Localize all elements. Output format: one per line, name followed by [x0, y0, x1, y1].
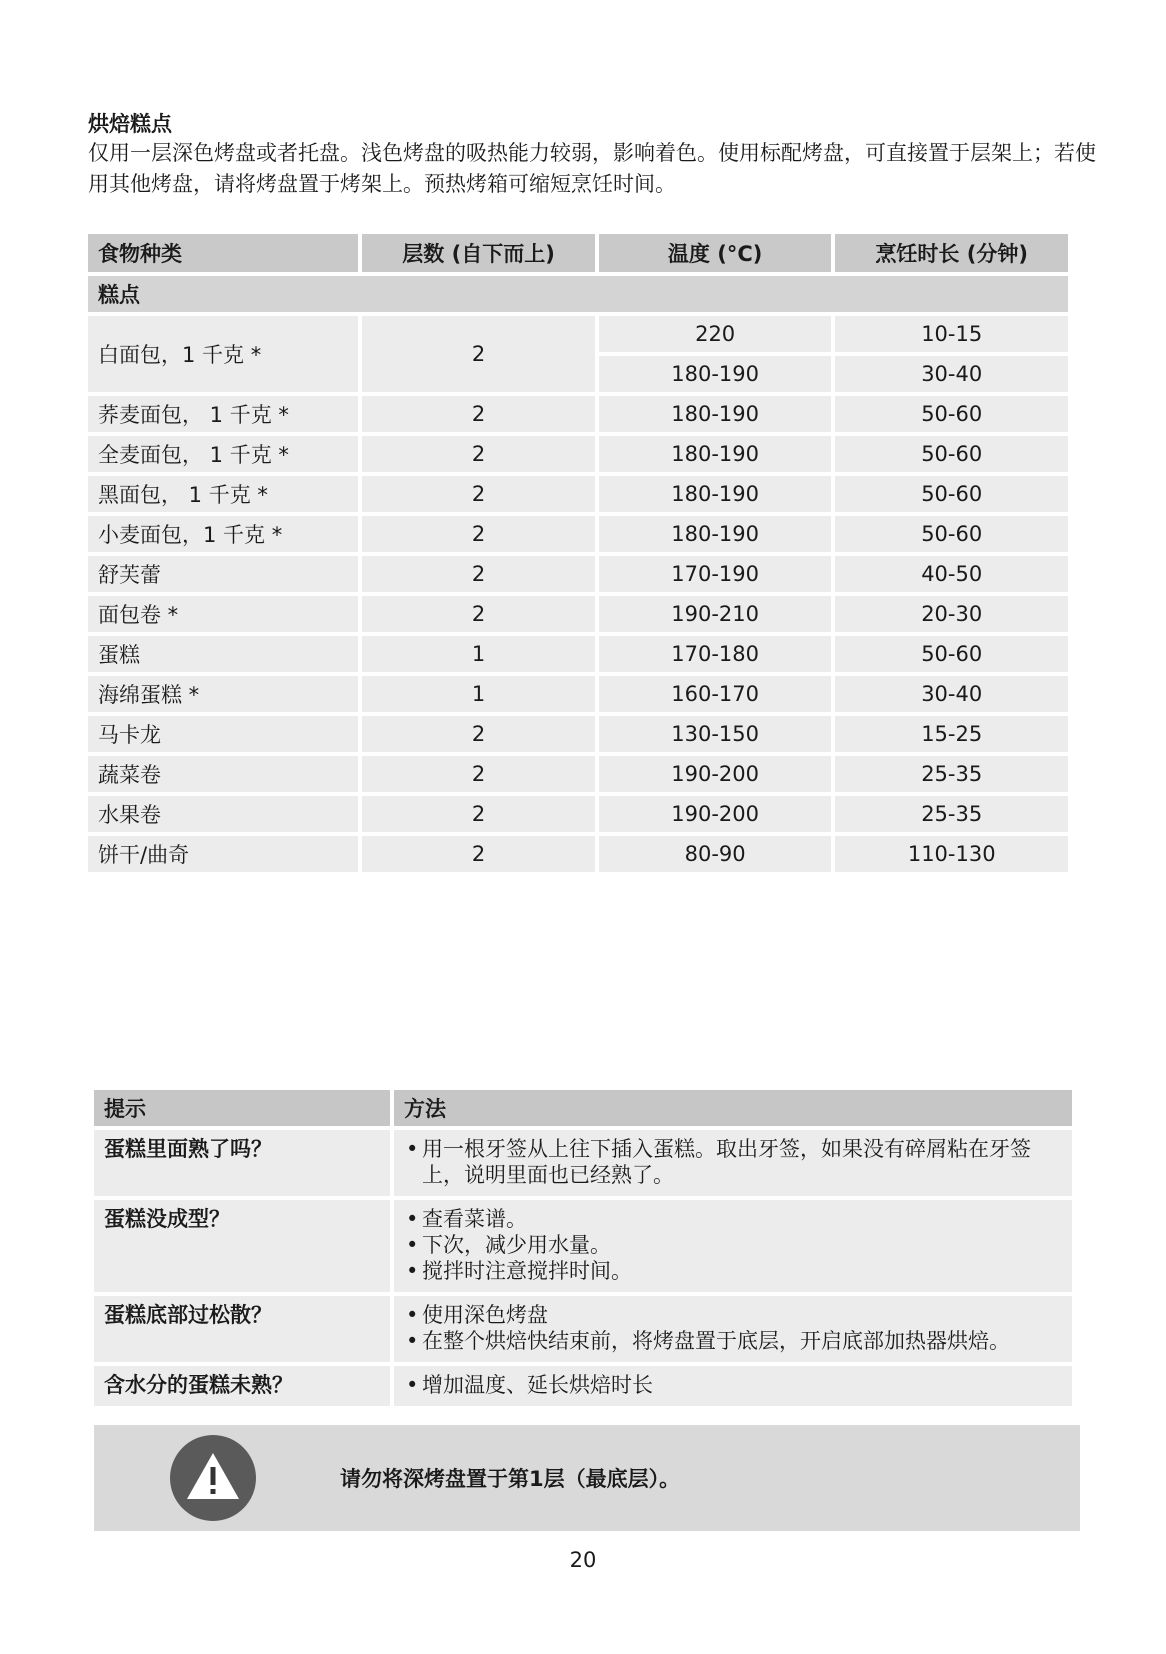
- method-cell: [394, 1200, 1072, 1292]
- level-cell: 1: [362, 636, 595, 672]
- food-cell: 面包卷 *: [88, 596, 358, 632]
- food-cell: 蛋糕: [88, 636, 358, 672]
- level-cell: 1: [362, 676, 595, 712]
- food-cell: 小麦面包，1 千克 *: [88, 516, 358, 552]
- table-row: [88, 756, 1068, 792]
- category-label: 糕点: [88, 276, 1068, 312]
- temp-cell: 170-180: [599, 636, 832, 672]
- section-title: 烘焙糕点: [88, 112, 172, 136]
- method-cell: [394, 1130, 1072, 1196]
- time-cell: 30-40: [835, 676, 1068, 712]
- temp-cell: 80-90: [599, 836, 832, 872]
- header-tip: 提示: [94, 1090, 390, 1126]
- temp-cell: 190-200: [599, 796, 832, 832]
- level-cell: 2: [362, 836, 595, 872]
- time-cell: 20-30: [835, 596, 1068, 632]
- time-cell: 40-50: [835, 556, 1068, 592]
- time-cell: 50-60: [835, 516, 1068, 552]
- food-cell: 饼干/曲奇: [88, 836, 358, 872]
- level-cell: 2: [362, 396, 595, 432]
- method-list: [404, 1372, 1062, 1398]
- warning-text: 请勿将深烤盘置于第1层（最底层）。: [340, 1467, 681, 1491]
- baking-table-header: [88, 234, 1068, 272]
- temp-cell: 190-200: [599, 756, 832, 792]
- table-row: [88, 556, 1068, 592]
- header-food: 食物种类: [88, 234, 358, 272]
- table-row: [88, 476, 1068, 512]
- method-item: • 在整个烘焙快结束前，将烤盘置于底层，开启底部加热器烘焙。: [404, 1328, 1062, 1354]
- temp-cell: 180-190: [599, 436, 832, 472]
- time-cell: 50-60: [835, 636, 1068, 672]
- time-cell: 110-130: [835, 836, 1068, 872]
- level-cell: 2: [362, 436, 595, 472]
- temp-cell: 180-190: [599, 476, 832, 512]
- header-method: 方法: [394, 1090, 1072, 1126]
- time-cell: 10-15: [835, 316, 1068, 352]
- intro-paragraph: 仅用一层深色烤盘或者托盘。浅色烤盘的吸热能力较弱，影响着色。使用标配烤盘，可直接置于层架上；若使用其他烤盘，请将烤盘置于烤架上。预热烤箱可缩短烹饪时间。: [88, 141, 1096, 196]
- table-row: [88, 396, 1068, 432]
- food-cell: 水果卷: [88, 796, 358, 832]
- tip-cell: 蛋糕没成型？: [94, 1200, 390, 1292]
- tips-table-header: [94, 1090, 1072, 1126]
- temp-cell: 130-150: [599, 716, 832, 752]
- temp-cell: 180-190: [599, 396, 832, 432]
- level-cell: 2: [362, 316, 595, 392]
- tips-row: [94, 1130, 1072, 1196]
- level-cell: 2: [362, 796, 595, 832]
- table-row: [88, 796, 1068, 832]
- tip-cell: 蛋糕底部过松散？: [94, 1296, 390, 1362]
- table-row: [88, 676, 1068, 712]
- level-cell: 2: [362, 756, 595, 792]
- method-list: [404, 1136, 1062, 1188]
- temp-cell: 170-190: [599, 556, 832, 592]
- temp-cell: 160-170: [599, 676, 832, 712]
- method-cell: [394, 1296, 1072, 1362]
- time-cell: 50-60: [835, 436, 1068, 472]
- time-cell: 25-35: [835, 796, 1068, 832]
- method-cell: [394, 1366, 1072, 1406]
- method-item: • 下次，减少用水量。: [404, 1232, 1062, 1258]
- food-cell: 海绵蛋糕 *: [88, 676, 358, 712]
- table-row: [88, 596, 1068, 632]
- tips-row: [94, 1366, 1072, 1406]
- table-row: [88, 836, 1068, 872]
- table-row: [88, 636, 1068, 672]
- table-row: [88, 436, 1068, 472]
- method-item: • 增加温度、延长烘焙时长: [404, 1372, 1062, 1398]
- food-cell: 黑面包， 1 千克 *: [88, 476, 358, 512]
- food-cell: 蔬菜卷: [88, 756, 358, 792]
- header-temperature: 温度 (°C): [599, 234, 832, 272]
- time-cell: 50-60: [835, 476, 1068, 512]
- page-number: 20: [569, 1548, 597, 1572]
- tip-cell: 蛋糕里面熟了吗？: [94, 1130, 390, 1196]
- level-cell: 2: [362, 516, 595, 552]
- category-row: [88, 276, 1068, 312]
- level-cell: 2: [362, 596, 595, 632]
- warning-box: [94, 1425, 1080, 1531]
- food-cell: 白面包，1 千克 *: [88, 316, 358, 392]
- table-row: [88, 316, 1068, 352]
- method-item: • 使用深色烤盘: [404, 1302, 1062, 1328]
- baking-table: [84, 230, 1072, 876]
- food-cell: 马卡龙: [88, 716, 358, 752]
- header-level: 层数 (自下而上): [362, 234, 595, 272]
- warning-triangle-icon: [170, 1435, 256, 1521]
- tip-cell: 含水分的蛋糕未熟？: [94, 1366, 390, 1406]
- food-cell: 全麦面包， 1 千克 *: [88, 436, 358, 472]
- time-cell: 50-60: [835, 396, 1068, 432]
- temp-cell: 220: [599, 316, 832, 352]
- tips-table: [90, 1086, 1076, 1410]
- method-item: • 用一根牙签从上往下插入蛋糕。取出牙签，如果没有碎屑粘在牙签上，说明里面也已经熟了。: [404, 1136, 1062, 1188]
- food-cell: 舒芙蕾: [88, 556, 358, 592]
- time-cell: 25-35: [835, 756, 1068, 792]
- level-cell: 2: [362, 716, 595, 752]
- temp-cell: 180-190: [599, 356, 832, 392]
- temp-cell: 180-190: [599, 516, 832, 552]
- method-item: • 搅拌时注意搅拌时间。: [404, 1258, 1062, 1284]
- table-row: [88, 716, 1068, 752]
- method-list: [404, 1302, 1062, 1354]
- method-list: [404, 1206, 1062, 1284]
- header-time: 烹饪时长 (分钟): [835, 234, 1068, 272]
- level-cell: 2: [362, 556, 595, 592]
- time-cell: 15-25: [835, 716, 1068, 752]
- tips-row: [94, 1296, 1072, 1362]
- level-cell: 2: [362, 476, 595, 512]
- method-item: • 查看菜谱。: [404, 1206, 1062, 1232]
- food-cell: 荞麦面包， 1 千克 *: [88, 396, 358, 432]
- tips-row: [94, 1200, 1072, 1292]
- table-row: [88, 516, 1068, 552]
- time-cell: 30-40: [835, 356, 1068, 392]
- temp-cell: 190-210: [599, 596, 832, 632]
